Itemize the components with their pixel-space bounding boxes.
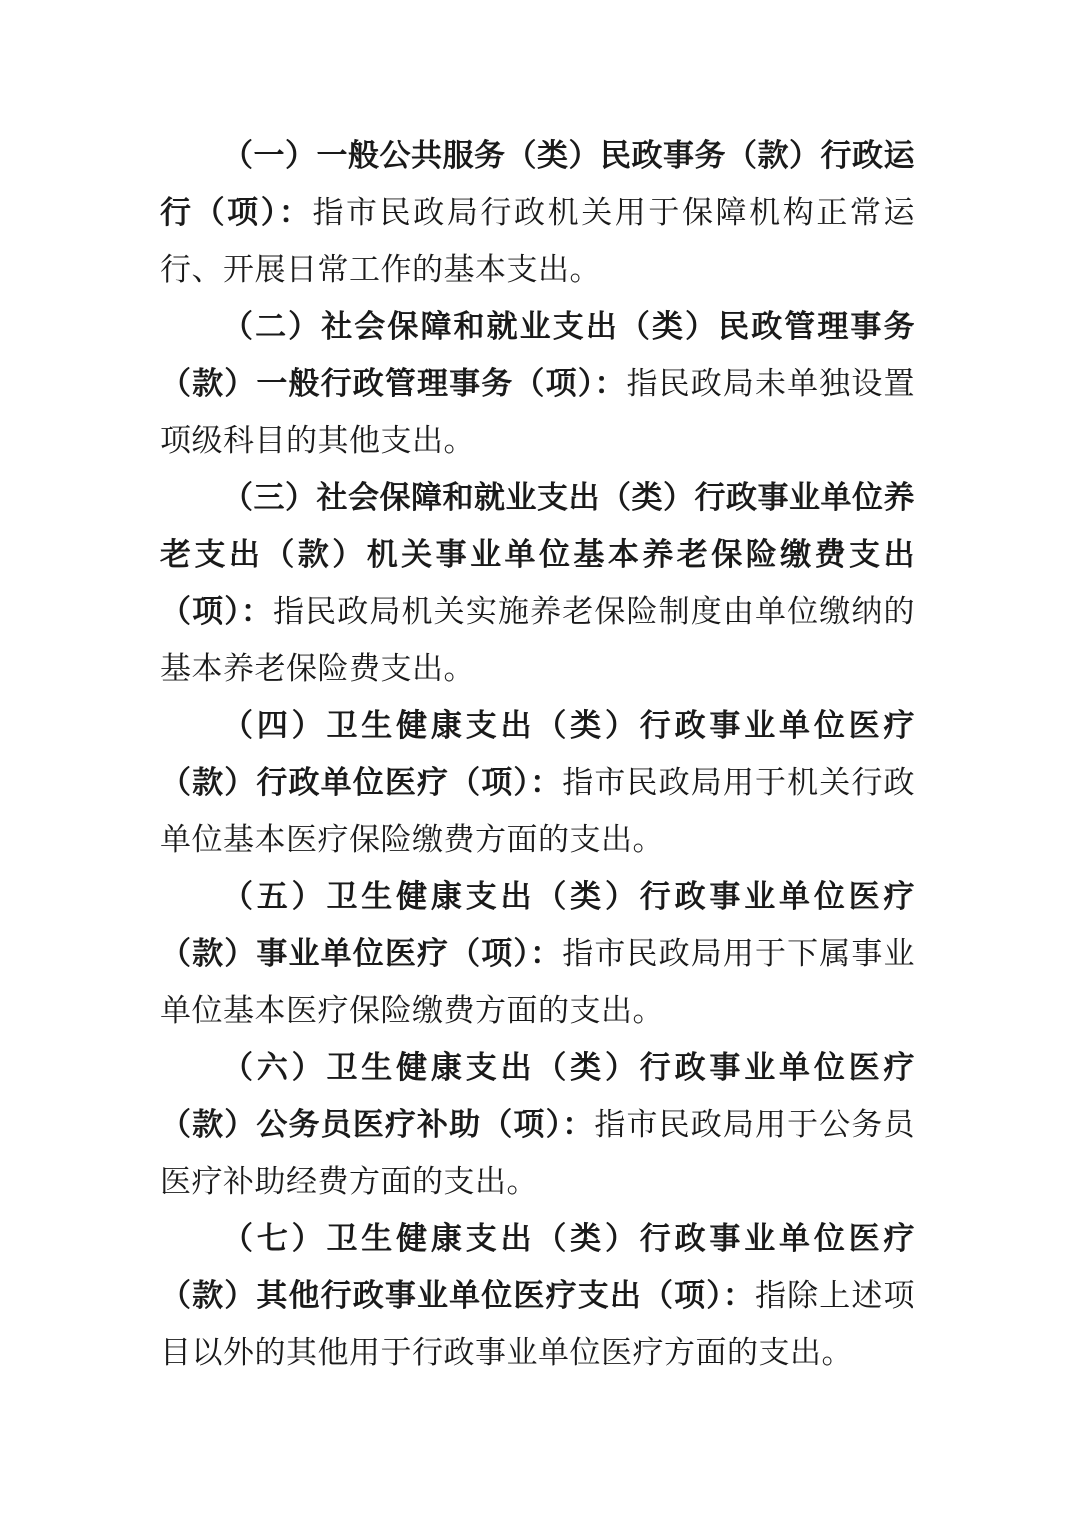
- paragraph-5-body: 指市民政局用于下属事业单位基本医疗保险缴费方面的支出。: [160, 936, 916, 1029]
- paragraph-2: [160, 299, 915, 470]
- paragraph-3: [160, 470, 915, 698]
- paragraph-1-body: 指市民政局行政机关用于保障机构正常运行、开展日常工作的基本支出。: [160, 195, 916, 288]
- paragraph-5: [160, 869, 915, 1040]
- paragraph-7: [160, 1211, 915, 1382]
- paragraph-5-heading: （五）卫生健康支出（类）行政事业单位医疗（款）事业单位医疗（项）：: [160, 879, 915, 972]
- paragraph-4-heading: （四）卫生健康支出（类）行政事业单位医疗（款）行政单位医疗（项）：: [160, 708, 915, 801]
- paragraph-2-body: 指民政局未单独设置项级科目的其他支出。: [160, 366, 916, 459]
- paragraph-4-body: 指市民政局用于机关行政单位基本医疗保险缴费方面的支出。: [160, 765, 916, 858]
- paragraph-7-heading: （七）卫生健康支出（类）行政事业单位医疗（款）其他行政事业单位医疗支出（项）：: [160, 1221, 915, 1314]
- paragraph-1-heading: （一）一般公共服务（类）民政事务（款）行政运行（项）：: [160, 138, 915, 231]
- paragraph-2-heading: （二）社会保障和就业支出（类）民政管理事务（款）一般行政管理事务（项）：: [160, 309, 915, 402]
- paragraph-4: [160, 698, 915, 869]
- paragraph-7-body: 指除上述项目以外的其他用于行政事业单位医疗方面的支出。: [160, 1278, 916, 1371]
- paragraph-6-body: 指市民政局用于公务员医疗补助经费方面的支出。: [160, 1107, 916, 1200]
- paragraph-6: [160, 1040, 915, 1211]
- paragraph-3-heading: （三）社会保障和就业支出（类）行政事业单位养老支出（款）机关事业单位基本养老保险缴费支出（项）：: [160, 480, 915, 630]
- paragraph-3-body: 指民政局机关实施养老保险制度由单位缴纳的基本养老保险费支出。: [160, 594, 916, 687]
- paragraph-1: [160, 128, 915, 299]
- paragraph-6-heading: （六）卫生健康支出（类）行政事业单位医疗（款）公务员医疗补助（项）：: [160, 1050, 915, 1143]
